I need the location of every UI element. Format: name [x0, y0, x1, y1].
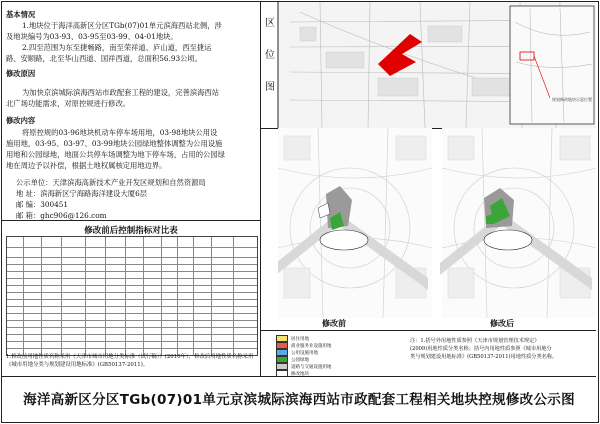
location-label-char: 图: [265, 82, 275, 93]
heading-content: 修改内容: [6, 116, 36, 125]
basic-line: 及地块编号为03-93、03-95至03-99、04-01地块。: [6, 32, 178, 41]
legend-note: 注：1.括号外用地性质参照《天津市规划管理技术规定》: [410, 338, 540, 344]
basic-line: 1.地块位于海洋高新区分区TGb(07)01单元滨海西站北侧，涉: [22, 21, 222, 30]
content-line: 将原控规的03-96地块机动车停车场用地，03-98地块公用设: [22, 128, 218, 137]
content-line: 用地和公园绿地，地面公共停车场调整为地下停车场，占用的公园绿: [6, 150, 225, 159]
legend-item: 道路与交通设施用地: [276, 363, 332, 371]
legend-item: 商业服务业设施用地: [276, 342, 332, 350]
reason-line: 为加快京滨城际滨海西站市政配套工程的建设，完善滨海西站: [22, 88, 220, 97]
legend-note: 类与规划建设用地标准》(GB50137-2011)用地性质分类名称。: [410, 354, 558, 360]
table-note: 《城市用地分类与规划建设用地标准》(GB50137-2011)。: [6, 362, 149, 368]
location-label: [262, 16, 278, 96]
inset-caption: 规划修改地块示意位置: [552, 97, 592, 102]
map-before-caption: 修改前: [322, 318, 346, 328]
footer: [2, 376, 596, 421]
description-panel: [2, 2, 261, 221]
basic-line: 2.四至范围为东至捷畅路，南至荣祥道、庐山道，西至捷运: [22, 43, 212, 52]
page-title: 海洋高新区分区TGb(07)01单元京滨城际滨海西站市政配套工程相关地块控规修改公示图: [23, 392, 575, 408]
comparison-table: [6, 236, 258, 356]
contact-line: 邮 箱：ghc906@126.com: [16, 211, 107, 220]
contact-line: 邮 编：300451: [16, 200, 69, 209]
location-inset: [510, 6, 594, 124]
comparison-table-panel: [2, 220, 261, 376]
planning-maps: [278, 128, 596, 330]
legend-item: 公园绿地: [276, 356, 309, 364]
legend: [260, 330, 596, 377]
contact-line: 公示单位：天津滨海高新技术产业开发区规划和自然资源局: [16, 178, 206, 187]
content-line: 施用地，03-95、03-97、03-99地块公园绿地整体调整为公用设施: [6, 139, 223, 148]
map-before: [278, 128, 432, 318]
table-title: 修改前后控制指标对比表: [84, 226, 178, 236]
location-map: [260, 2, 596, 128]
basic-line: 路、安顺路，北至华山西道、国祥西道，总面积56.93公顷。: [6, 54, 203, 63]
heading-basic: 基本情况: [6, 10, 36, 19]
heading-reason: 修改原因: [6, 69, 36, 78]
reason-line: 北广场功能需求，对原控规进行修改。: [6, 99, 131, 108]
legend-item: 居住用地: [276, 335, 309, 343]
contact-line: 地 址：滨海新区宁海路海洋建设大厦6层: [16, 189, 148, 198]
legend-item: 修改地块: [276, 370, 309, 378]
legend-item: 公用设施用地: [276, 349, 318, 357]
location-label-char: 位: [265, 50, 275, 61]
location-map-panel: [260, 2, 596, 129]
map-after: [440, 128, 596, 318]
location-label-char: 区: [265, 18, 275, 29]
content-line: 地在周边予以补偿，根据土地权属核定用地边界。: [6, 161, 167, 170]
table-note: 1.修改前用地性质名称采用《天津市城市用地分类标准（试行稿）》(2010年），修改后用地性质名称采用: [6, 354, 254, 360]
legend-note: (2009)用地性质分类名称；括号内用地性质参照《城市用地分: [410, 346, 552, 352]
map-after-caption: 修改后: [490, 318, 514, 328]
